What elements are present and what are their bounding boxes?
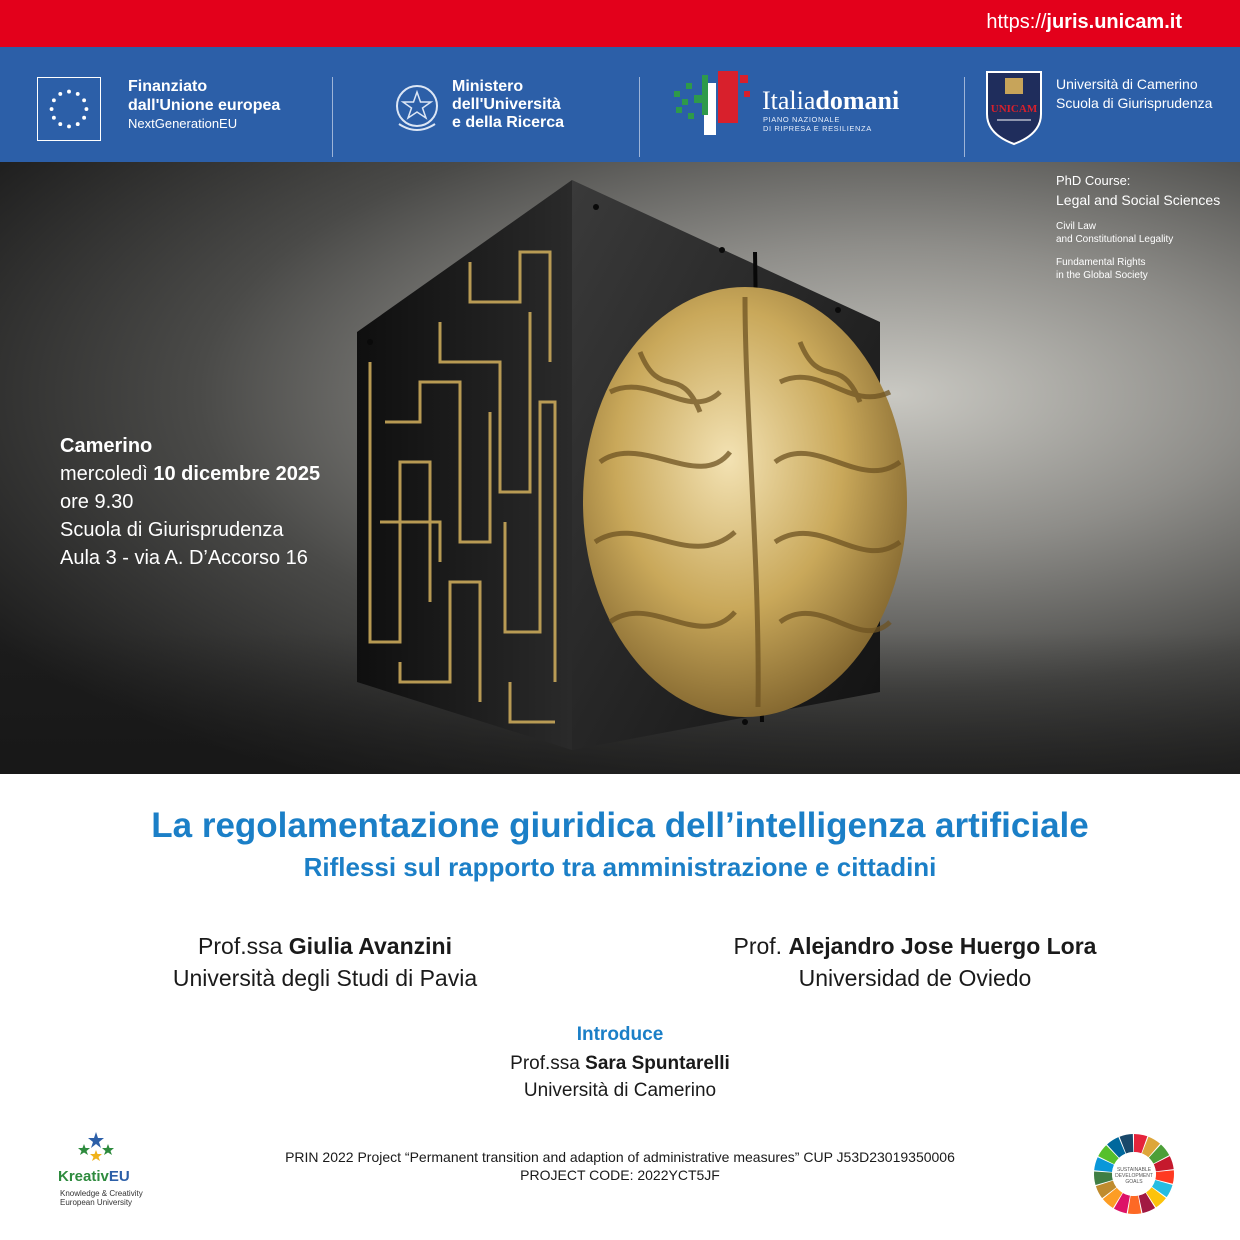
italian-republic-emblem-icon bbox=[393, 80, 441, 136]
sdg-wheel-icon bbox=[1093, 1133, 1175, 1215]
event-city: Camerino bbox=[60, 435, 153, 457]
page-title: La regolamentazione giuridica dell’intelligenza artificiale bbox=[151, 806, 1089, 845]
eu-funding-text: Finanziato dall'Unione europea NextGenerationEU bbox=[128, 78, 281, 131]
speaker-card: Prof.ssa Giulia Avanzini Università degli Studi di Pavia bbox=[95, 930, 555, 994]
introducer: Prof.ssa Sara Spuntarelli Università di Camerino bbox=[510, 1053, 730, 1101]
hero-image bbox=[0, 162, 1240, 774]
event-date: mercoledì 10 dicembre 2025 bbox=[60, 463, 321, 485]
page-subtitle: Riflessi sul rapporto tra amministrazione e cittadini bbox=[303, 852, 937, 882]
speaker-affiliation: Universidad de Oviedo bbox=[798, 965, 1032, 991]
logo-bar bbox=[0, 47, 1240, 162]
phd-course-info: PhD Course: Legal and Social Sciences Civil Law and Constitutional Legality Fundamental Rights in the Global Society bbox=[1056, 173, 1221, 281]
svg-text:GOALS: GOALS bbox=[1125, 1179, 1143, 1185]
eu-flag-icon bbox=[37, 77, 101, 141]
speaker-name: Alejandro Jose Huergo Lora bbox=[788, 933, 1097, 959]
speaker-card: Prof. Alejandro Jose Huergo Lora Universidad de Oviedo bbox=[685, 930, 1145, 994]
svg-text:DEVELOPMENT: DEVELOPMENT bbox=[1115, 1173, 1153, 1179]
project-info: PRIN 2022 Project “Permanent transition and adaption of administrative measures” CUP J53D23019350006 PROJECT CODE: 2022YCT5JF bbox=[285, 1149, 955, 1183]
unicam-shield-icon bbox=[983, 68, 1045, 146]
event-venue: Scuola di Giurisprudenza bbox=[60, 519, 284, 541]
kreativeu-tagline: Knowledge & Creativity European University bbox=[60, 1189, 143, 1207]
event-details bbox=[60, 432, 320, 572]
italiadomani-mark-icon bbox=[672, 65, 756, 139]
kreativeu-wordmark: KreativEU bbox=[58, 1168, 130, 1185]
event-room: Aula 3 - via A. D’Accorso 16 bbox=[60, 547, 308, 569]
speaker-name: Giulia Avanzini bbox=[288, 933, 452, 959]
speaker-affiliation: Università degli Studi di Pavia bbox=[172, 965, 478, 991]
top-bar bbox=[0, 0, 1240, 47]
italiadomani-wordmark: Italiadomani bbox=[762, 86, 900, 115]
website-link[interactable]: https://juris.unicam.it bbox=[986, 11, 1182, 33]
svg-text:UNICAM: UNICAM bbox=[990, 103, 1038, 115]
divider bbox=[332, 77, 333, 157]
unicam-text: Università di Camerino Scuola di Giurisprudenza bbox=[1056, 76, 1213, 111]
italiadomani-subtitle: PIANO NAZIONALE DI RIPRESA E RESILIENZA bbox=[763, 115, 872, 133]
introduce-label: Introduce bbox=[576, 1024, 664, 1045]
svg-text:SUSTAINABLE: SUSTAINABLE bbox=[1116, 1167, 1152, 1173]
divider bbox=[639, 77, 640, 157]
brain-shape bbox=[583, 287, 907, 717]
divider bbox=[964, 77, 965, 157]
event-time: ore 9.30 bbox=[60, 491, 134, 513]
ministry-text: Ministero dell'Università e della Ricerca bbox=[452, 78, 565, 131]
